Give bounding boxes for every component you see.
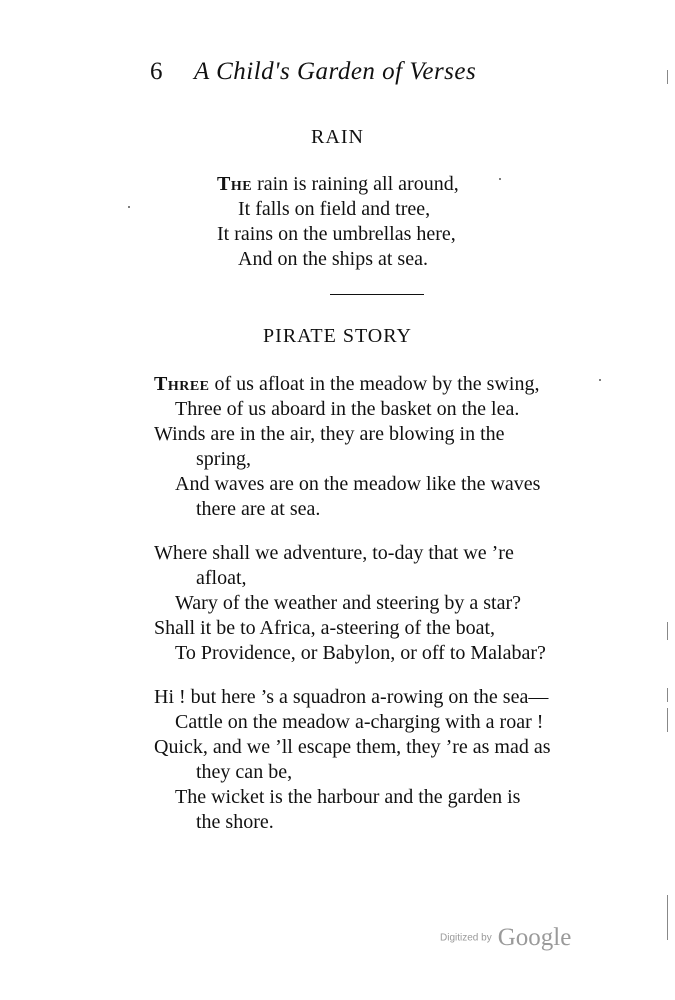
scan-speck: [128, 206, 130, 208]
drop-word: Three: [154, 373, 210, 395]
poem-line: It rains on the umbrellas here,: [217, 223, 456, 245]
margin-mark: [667, 688, 668, 702]
poem-line: Three of us aboard in the basket on the lea.: [175, 398, 520, 420]
poem-line: Where shall we adventure, to-day that we ’re: [154, 542, 514, 564]
poem-line: To Providence, or Babylon, or off to Malabar?: [175, 642, 546, 664]
watermark-prefix: Digitized by: [440, 932, 492, 944]
poem-title-rain: RAIN: [311, 126, 364, 148]
poem-line: [217, 172, 459, 196]
poem-line: It falls on field and tree,: [238, 198, 431, 220]
scan-speck: [499, 178, 501, 180]
poem-line: And on the ships at sea.: [238, 248, 428, 270]
poem-title-pirate-story: PIRATE STORY: [263, 325, 412, 347]
poem-line: Wary of the weather and steering by a star?: [175, 592, 522, 614]
poem-line: they can be,: [196, 761, 293, 783]
running-header: [150, 58, 476, 86]
poem-line: Winds are in the air, they are blowing in the: [154, 423, 505, 445]
poem-line: And waves are on the meadow like the waves: [175, 473, 541, 495]
margin-mark: [667, 622, 668, 640]
section-divider: [330, 294, 424, 295]
margin-mark: [667, 895, 668, 940]
book-title: A Child's Garden of Verses: [194, 58, 477, 85]
poem-line: The wicket is the harbour and the garden is: [175, 786, 521, 808]
page-number: 6: [150, 58, 163, 85]
poem-line: Cattle on the meadow a-charging with a roar !: [175, 711, 544, 733]
poem-line: Hi ! but here ’s a squadron a-rowing on the sea—: [154, 686, 549, 708]
poem-line: spring,: [196, 448, 251, 470]
poem-line: the shore.: [196, 811, 274, 833]
margin-mark: [667, 708, 668, 732]
poem-line: there are at sea.: [196, 498, 321, 520]
drop-word: The: [217, 173, 253, 195]
watermark-logo: Google: [497, 924, 572, 951]
poem-line: Shall it be to Africa, a-steering of the boat,: [154, 617, 496, 639]
scan-speck: [599, 379, 601, 381]
poem-line: afloat,: [196, 567, 247, 589]
margin-mark: [667, 70, 668, 84]
line-text: rain is raining all around,: [252, 173, 459, 195]
poem-line: Quick, and we ’ll escape them, they ’re as mad as: [154, 736, 551, 758]
digitized-watermark: [440, 924, 571, 952]
line-text: of us afloat in the meadow by the swing,: [209, 373, 540, 395]
poem-line: [154, 372, 539, 396]
